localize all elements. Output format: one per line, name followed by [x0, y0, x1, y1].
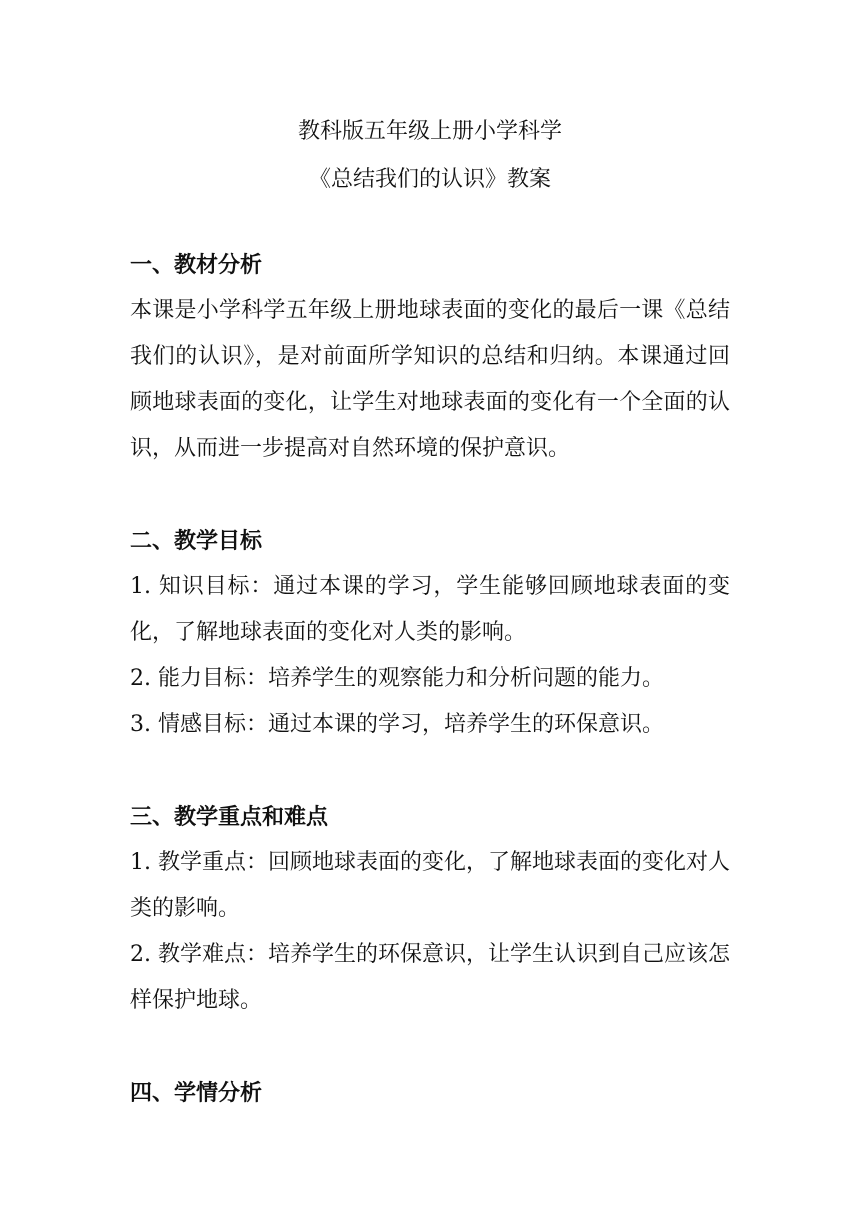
teaching-objective-ability: 2. 能力目标：培养学生的观察能力和分析问题的能力。	[130, 666, 664, 691]
section-heading-key-and-difficult-points: 三、教学重点和难点	[130, 804, 329, 830]
section-heading-student-analysis: 四、学情分析	[130, 1080, 263, 1106]
document-title-line-2: 《总结我们的认识》教案	[308, 167, 551, 192]
section-key-and-difficult-points	[130, 794, 730, 1024]
section-heading-teaching-objectives: 二、教学目标	[130, 528, 263, 554]
teaching-objective-emotion: 3. 情感目标：通过本课的学习，培养学生的环保意识。	[130, 712, 664, 737]
document-title-block	[0, 108, 860, 204]
document-title-line-1: 教科版五年级上册小学科学	[297, 119, 562, 144]
materials-analysis-paragraph: 本课是小学科学五年级上册地球表面的变化的最后一课《总结我们的认识》，是对前面所学知识的总结和归纳。本课通过回顾地球表面的变化，让学生对地球表面的变化有一个全面的认识，从而进一步提高对自然环境的保护意识。	[130, 298, 730, 461]
teaching-difficult-point: 2. 教学难点：培养学生的环保意识，让学生认识到自己应该怎样保护地球。	[130, 942, 730, 1013]
teaching-objective-knowledge: 1. 知识目标：通过本课的学习，学生能够回顾地球表面的变化，了解地球表面的变化对人类的影响。	[130, 574, 730, 645]
section-materials-analysis	[130, 242, 730, 472]
teaching-key-point: 1. 教学重点：回顾地球表面的变化，了解地球表面的变化对人类的影响。	[130, 850, 730, 921]
section-teaching-objectives	[130, 518, 730, 748]
section-heading-materials-analysis: 一、教材分析	[130, 252, 263, 278]
section-student-analysis	[130, 1070, 730, 1116]
document-content	[130, 242, 730, 1162]
